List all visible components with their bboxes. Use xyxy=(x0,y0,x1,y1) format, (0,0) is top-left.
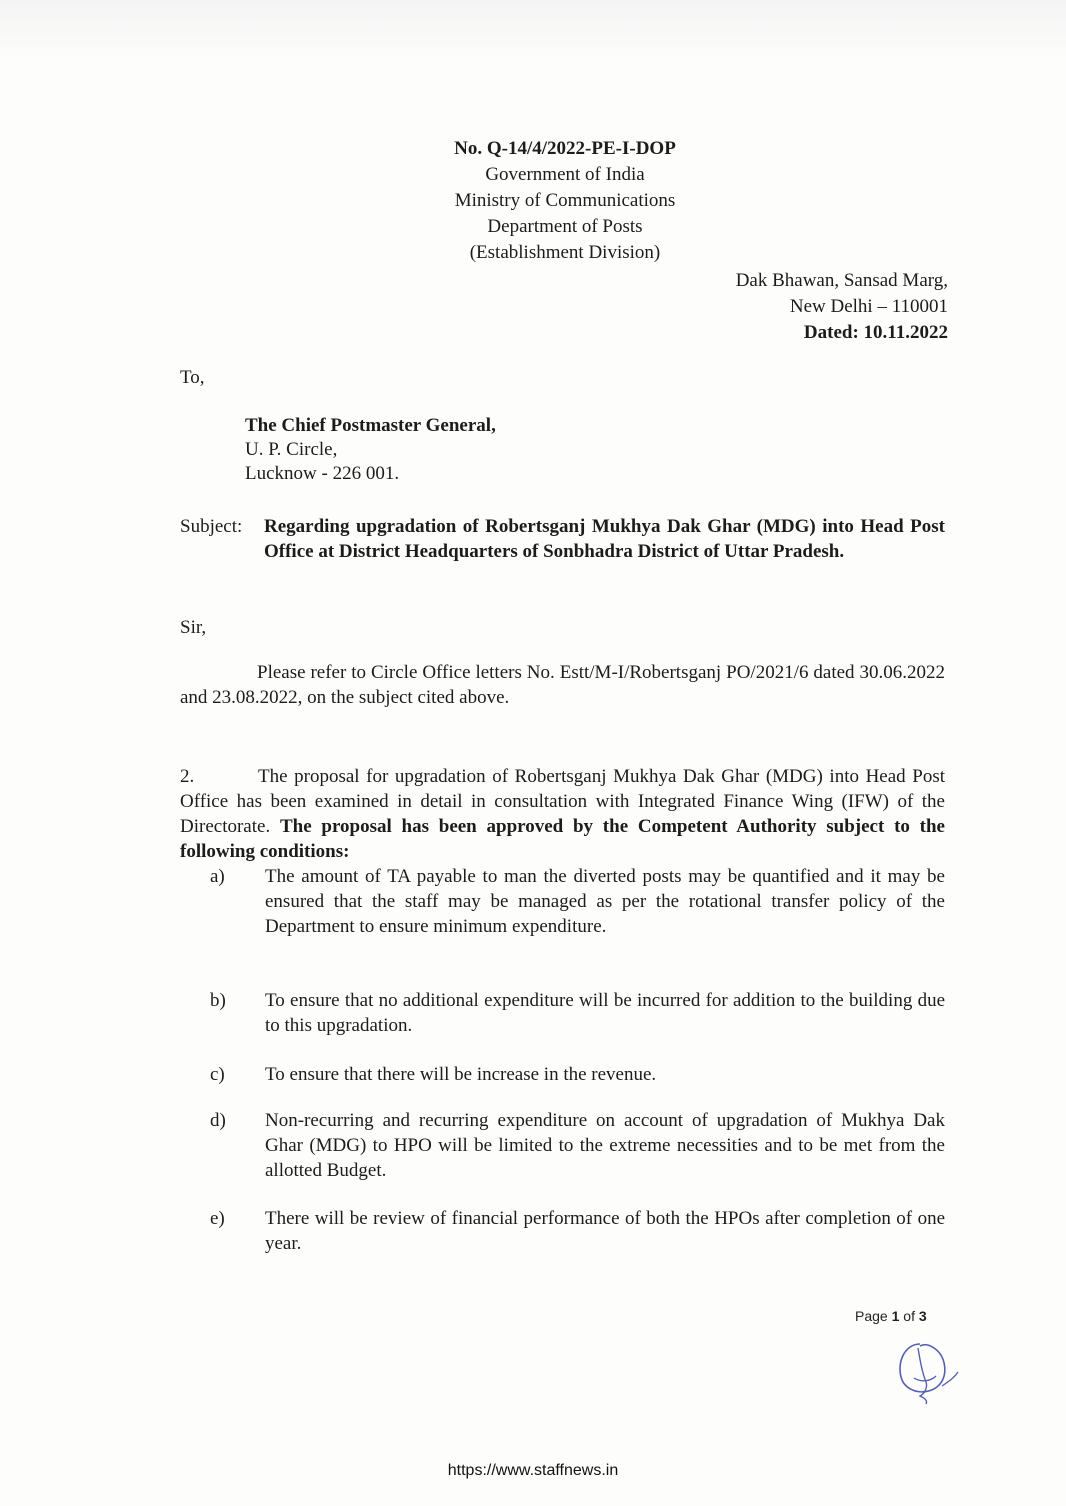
condition-item xyxy=(210,988,945,1038)
subject-text: Regarding upgradation of Robertsganj Mukhya Dak Ghar (MDG) into Head Post Office at District Headquarters of Sonbhadra District of Uttar Pradesh. xyxy=(264,516,945,562)
header-line: Department of Posts xyxy=(487,216,643,237)
paragraph-2-bold-text: The proposal has been approved by the Competent Authority subject to the following conditions: xyxy=(180,816,945,862)
paragraph-2 xyxy=(180,764,945,864)
file-number: No. Q-14/4/2022-PE-I-DOP xyxy=(454,138,676,159)
page-number-of: of xyxy=(899,1308,919,1324)
paragraph-number: 2. xyxy=(180,766,195,787)
condition-item xyxy=(210,864,945,939)
header-line: (Establishment Division) xyxy=(469,242,661,263)
condition-text: To ensure that no additional expenditure will be incurred for addition to the building due to this upgradation. xyxy=(265,990,945,1036)
condition-text: To ensure that there will be increase in the revenue. xyxy=(265,1064,657,1085)
condition-item xyxy=(210,1108,945,1183)
page-current: 1 xyxy=(891,1308,900,1324)
condition-letter: d) xyxy=(210,1110,226,1131)
page-number xyxy=(855,1308,927,1324)
condition-letter: a) xyxy=(210,866,225,887)
header-line: Ministry of Communications xyxy=(454,190,676,211)
paragraph-1: Please refer to Circle Office letters No. Estt/M-I/Robertsganj PO/2021/6 dated 30.06.2022 and 23.08.2022, on the subject cited above. xyxy=(180,662,945,708)
page-number-prefix: Page xyxy=(855,1308,892,1324)
recipient-block xyxy=(245,414,496,486)
to-label: To, xyxy=(180,367,205,388)
scan-shadow xyxy=(0,0,1066,60)
letter-header xyxy=(300,136,830,266)
condition-text: The amount of TA payable to man the diverted posts may be quantified and it may be ensured that the staff may be managed as per the rotational transfer policy of the Department to ensure minimum expenditure. xyxy=(265,866,945,937)
header-line: Government of India xyxy=(485,164,645,185)
condition-text: Non-recurring and recurring expenditure on account of upgradation of Mukhya Dak Ghar (MDG) to HPO will be limited to the extreme necessities and to be met from the allotted Budget. xyxy=(265,1110,945,1181)
recipient-name: The Chief Postmaster General, xyxy=(245,415,496,436)
page-total: 3 xyxy=(918,1308,927,1324)
footer-url: https://www.staffnews.in xyxy=(447,1462,619,1479)
condition-letter: c) xyxy=(210,1064,225,1085)
subject-label: Subject: xyxy=(180,516,243,537)
address-line: Dak Bhawan, Sansad Marg, xyxy=(735,270,948,291)
condition-item xyxy=(210,1206,945,1256)
condition-item xyxy=(210,1062,945,1087)
condition-text: There will be review of financial performance of both the HPOs after completion of one year. xyxy=(265,1208,945,1254)
salutation: Sir, xyxy=(180,617,207,638)
paragraph-2-text: The proposal for upgradation of Robertsganj Mukhya Dak Ghar (MDG) into Head Post Office has been examined in detail in consultation with Integrated Finance Wing (IFW) of the Directorate. xyxy=(180,766,945,837)
condition-letter: e) xyxy=(210,1208,225,1229)
recipient-line: Lucknow - 226 001. xyxy=(245,463,400,484)
condition-letter: b) xyxy=(210,990,226,1011)
letter-date: Dated: 10.11.2022 xyxy=(803,322,948,343)
recipient-line: U. P. Circle, xyxy=(245,439,338,460)
signature-initials xyxy=(890,1338,960,1408)
subject-block xyxy=(180,514,945,564)
sender-address xyxy=(736,268,948,346)
address-line: New Delhi – 110001 xyxy=(789,296,948,317)
